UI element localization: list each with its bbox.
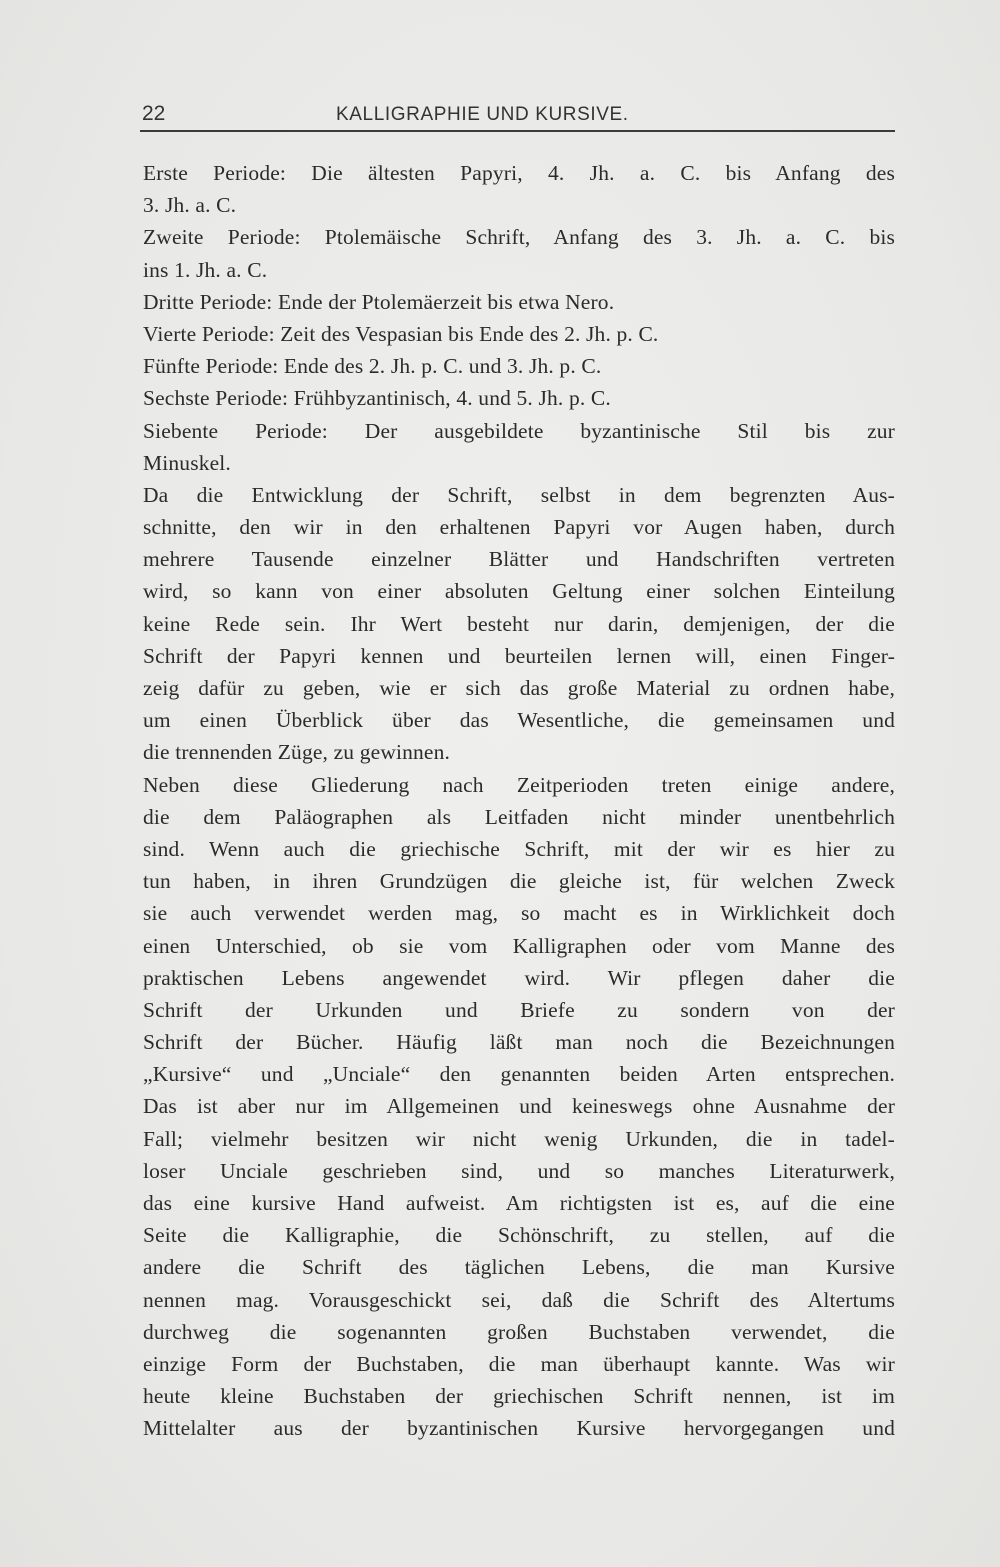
- text-line: die trennenden Züge, zu gewinnen.: [143, 740, 451, 765]
- text-line: schnitte, den wir in den erhaltenen Papyri vor Augen haben, durch: [143, 515, 895, 540]
- text-line: Fünfte Periode: Ende des 2. Jh. p. C. und 3. Jh. p. C.: [143, 354, 602, 379]
- text-line: Da die Entwicklung der Schrift, selbst in dem begrenzten Aus-: [143, 482, 895, 507]
- text-line: sind. Wenn auch die griechische Schrift, mit der wir es hier zu: [143, 836, 895, 861]
- text-line: praktischen Lebens angewendet wird. Wir pflegen daher die: [143, 965, 895, 990]
- text-line: Das ist aber nur im Allgemeinen und keineswegs ohne Ausnahme der: [143, 1094, 895, 1119]
- text-line: Neben diese Gliederung nach Zeitperioden treten einige andere,: [143, 772, 895, 797]
- text-line: Minuskel.: [143, 450, 231, 475]
- text-line: tun haben, in ihren Grundzügen die gleiche ist, für welchen Zweck: [143, 869, 895, 894]
- text-line: um einen Überblick über das Wesentliche, die gemeinsamen und: [143, 708, 895, 733]
- text-line: andere die Schrift des täglichen Lebens, die man Kursive: [143, 1255, 895, 1280]
- text-line: Seite die Kalligraphie, die Schönschrift, zu stellen, auf die: [143, 1223, 895, 1248]
- text-line: einzige Form der Buchstaben, die man überhaupt kannte. Was wir: [143, 1351, 895, 1376]
- text-line: loser Unciale geschrieben sind, und so manches Literaturwerk,: [143, 1158, 895, 1183]
- text-line: Vierte Periode: Zeit des Vespasian bis Ende des 2. Jh. p. C.: [143, 321, 659, 346]
- text-line: Schrift der Papyri kennen und beurteilen lernen will, einen Finger-: [143, 643, 895, 668]
- text-line: keine Rede sein. Ihr Wert besteht nur darin, demjenigen, der die: [143, 611, 895, 636]
- text-line: Siebente Periode: Der ausgebildete byzantinische Stil bis zur: [143, 418, 895, 443]
- text-line: ins 1. Jh. a. C.: [143, 257, 268, 282]
- text-line: Erste Periode: Die ältesten Papyri, 4. Jh. a. C. bis Anfang des: [143, 161, 895, 185]
- text-line: Dritte Periode: Ende der Ptolemäerzeit bis etwa Nero.: [143, 289, 615, 314]
- text-line: Fall; vielmehr besitzen wir nicht wenig Urkunden, die in tadel-: [143, 1126, 895, 1151]
- text-line: 3. Jh. a. C.: [143, 193, 237, 218]
- text-line: Schrift der Bücher. Häufig läßt man noch die Bezeichnungen: [143, 1030, 895, 1055]
- page-number: 22: [142, 102, 166, 125]
- text-line: sie auch verwendet werden mag, so macht es in Wirklichkeit doch: [143, 901, 895, 926]
- text-line: mehrere Tausende einzelner Blätter und Handschriften vertreten: [143, 547, 895, 572]
- text-line: Zweite Periode: Ptolemäische Schrift, Anfang des 3. Jh. a. C. bis: [143, 225, 895, 250]
- text-line: einen Unterschied, ob sie vom Kalligraphen oder vom Manne des: [143, 933, 895, 958]
- text-line: durchweg die sogenannten großen Buchstaben verwendet, die: [143, 1319, 895, 1344]
- text-line: Sechste Periode: Frühbyzantinisch, 4. und 5. Jh. p. C.: [143, 386, 611, 411]
- text-line: die dem Paläographen als Leitfaden nicht minder unentbehrlich: [143, 804, 895, 829]
- text-line: das eine kursive Hand aufweist. Am richtigsten ist es, auf die eine: [143, 1191, 895, 1215]
- text-line: heute kleine Buchstaben der griechischen Schrift nennen, ist im: [143, 1384, 895, 1409]
- text-line: wird, so kann von einer absoluten Geltung einer solchen Einteilung: [143, 579, 895, 604]
- text-line: Mittelalter aus der byzantinischen Kursive hervorgegangen und: [143, 1416, 895, 1441]
- text-line: „Kursive“ und „Unciale“ den genannten beiden Arten entsprechen.: [143, 1062, 895, 1087]
- text-line: Schrift der Urkunden und Briefe zu sondern von der: [143, 997, 895, 1022]
- running-title: KALLIGRAPHIE UND KURSIVE.: [336, 104, 629, 125]
- page-header: [140, 100, 895, 132]
- text-line: zeig dafür zu geben, wie er sich das große Material zu ordnen habe,: [143, 676, 895, 700]
- text-line: nennen mag. Vorausgeschickt sei, daß die Schrift des Altertums: [143, 1287, 895, 1312]
- body-text: [143, 157, 895, 1445]
